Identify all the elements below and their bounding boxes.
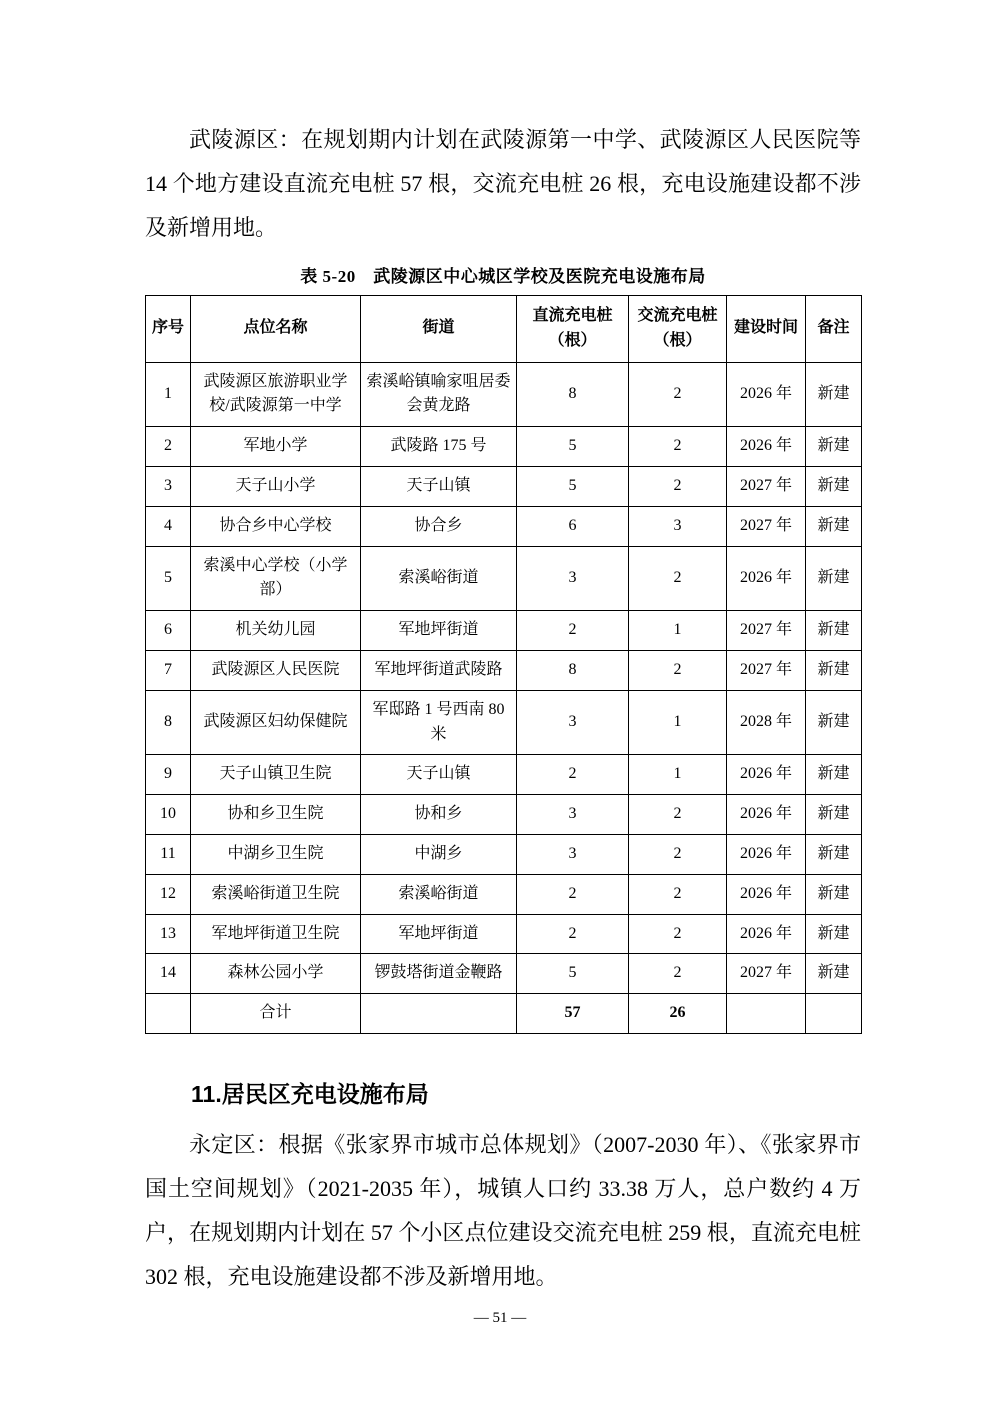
table-cell: 8 (146, 690, 191, 755)
table-cell: 索溪峪镇喻家咀居委会黄龙路 (361, 362, 517, 427)
table-cell: 5 (517, 427, 629, 467)
table-cell: 合计 (191, 994, 361, 1034)
yongding-paragraph: 永定区：根据《张家界市城市总体规划》（2007-2030 年）、《张家界市国土空间规划》（2021-2035 年），城镇人口约 33.38 万人，总户数约 4 万户，在规划期内计划在 57 个小区点位建设交流充电桩 259 根，直流充电桩 302 根，充电设施建设都不涉及新增用地。 (145, 1131, 861, 1289)
table-cell: 1 (629, 755, 727, 795)
table-cell: 索溪峪街道 (361, 874, 517, 914)
page-content (145, 118, 861, 1299)
section-heading: 11.居民区充电设施布局 (191, 1080, 429, 1107)
table-cell: 6 (146, 611, 191, 651)
charging-facilities-table (145, 295, 862, 1034)
table-cell: 8 (517, 362, 629, 427)
table-cell: 锣鼓塔街道金鞭路 (361, 954, 517, 994)
table-cell: 5 (146, 546, 191, 611)
table-cell: 2 (629, 546, 727, 611)
table-cell: 协和乡卫生院 (191, 795, 361, 835)
table-cell: 新建 (806, 755, 862, 795)
table-cell: 9 (146, 755, 191, 795)
table-cell: 中湖乡卫生院 (191, 834, 361, 874)
table-cell: 2026 年 (727, 546, 806, 611)
table-cell: 2026 年 (727, 362, 806, 427)
table-cell: 军地坪街道武陵路 (361, 650, 517, 690)
table-row (146, 611, 862, 651)
table-cell (806, 994, 862, 1034)
column-header: 建设时间 (727, 296, 806, 363)
column-header: 序号 (146, 296, 191, 363)
table-cell: 军地小学 (191, 427, 361, 467)
table-cell: 2027 年 (727, 466, 806, 506)
table-row (146, 506, 862, 546)
column-header: 点位名称 (191, 296, 361, 363)
table-cell: 新建 (806, 795, 862, 835)
table-cell: 军地坪街道卫生院 (191, 914, 361, 954)
table-cell: 新建 (806, 546, 862, 611)
table-cell: 武陵源区妇幼保健院 (191, 690, 361, 755)
table-cell: 57 (517, 994, 629, 1034)
table-cell: 4 (146, 506, 191, 546)
table-cell: 协合乡中心学校 (191, 506, 361, 546)
table-cell: 10 (146, 795, 191, 835)
table-cell: 2027 年 (727, 611, 806, 651)
table-cell (361, 994, 517, 1034)
table-cell: 中湖乡 (361, 834, 517, 874)
table-cell: 军邸路 1 号西南 80 米 (361, 690, 517, 755)
table-cell: 2027 年 (727, 650, 806, 690)
table-row (146, 362, 862, 427)
table-total-row (146, 994, 862, 1034)
table-cell: 7 (146, 650, 191, 690)
table-cell: 2 (517, 914, 629, 954)
table-cell: 天子山镇卫生院 (191, 755, 361, 795)
table-cell: 天子山小学 (191, 466, 361, 506)
table-cell: 26 (629, 994, 727, 1034)
table-row (146, 834, 862, 874)
table-cell: 14 (146, 954, 191, 994)
table-cell: 2026 年 (727, 427, 806, 467)
table-cell: 2 (517, 611, 629, 651)
table-cell: 森林公园小学 (191, 954, 361, 994)
table-cell: 11 (146, 834, 191, 874)
table-cell: 武陵源区人民医院 (191, 650, 361, 690)
table-cell: 新建 (806, 874, 862, 914)
table-cell: 天子山镇 (361, 755, 517, 795)
table-cell: 2026 年 (727, 795, 806, 835)
intro-paragraph: 武陵源区：在规划期内计划在武陵源第一中学、武陵源区人民医院等 14 个地方建设直流充电桩 57 根，交流充电桩 26 根，充电设施建设都不涉及新增用地。 (145, 127, 861, 240)
table-cell: 军地坪街道 (361, 611, 517, 651)
table-cell: 索溪中心学校（小学部） (191, 546, 361, 611)
table-cell: 1 (629, 611, 727, 651)
table-cell: 机关幼儿园 (191, 611, 361, 651)
table-cell: 索溪峪街道卫生院 (191, 874, 361, 914)
column-header: 街道 (361, 296, 517, 363)
table-cell: 3 (146, 466, 191, 506)
table-cell: 新建 (806, 362, 862, 427)
table-cell: 2 (629, 874, 727, 914)
table-header-row (146, 296, 862, 363)
table-cell: 2 (146, 427, 191, 467)
table-cell (727, 994, 806, 1034)
table-cell: 武陵路 175 号 (361, 427, 517, 467)
table-cell: 2026 年 (727, 834, 806, 874)
table-cell: 2 (629, 362, 727, 427)
table-cell: 8 (517, 650, 629, 690)
table-cell: 索溪峪街道 (361, 546, 517, 611)
table-cell: 5 (517, 954, 629, 994)
table-cell: 2026 年 (727, 874, 806, 914)
table-cell: 新建 (806, 650, 862, 690)
table-row (146, 650, 862, 690)
table-cell: 新建 (806, 914, 862, 954)
table-cell (146, 994, 191, 1034)
table-row (146, 755, 862, 795)
table-cell: 2026 年 (727, 914, 806, 954)
table-cell: 2 (517, 755, 629, 795)
table-cell: 新建 (806, 466, 862, 506)
table-row (146, 795, 862, 835)
table-cell: 协合乡 (361, 506, 517, 546)
table-cell: 天子山镇 (361, 466, 517, 506)
table-cell: 2027 年 (727, 954, 806, 994)
table-cell: 新建 (806, 954, 862, 994)
table-cell: 3 (517, 546, 629, 611)
table-cell: 1 (629, 690, 727, 755)
table-cell: 军地坪街道 (361, 914, 517, 954)
table-caption: 表 5-20 武陵源区中心城区学校及医院充电设施布局 (300, 267, 706, 286)
table-cell: 5 (517, 466, 629, 506)
table-cell: 2 (629, 650, 727, 690)
table-cell: 3 (629, 506, 727, 546)
table-row (146, 914, 862, 954)
table-cell: 12 (146, 874, 191, 914)
page-number: — 51 — (473, 1310, 527, 1326)
table-cell: 3 (517, 834, 629, 874)
table-cell: 2 (629, 954, 727, 994)
table-cell: 6 (517, 506, 629, 546)
table-cell: 新建 (806, 427, 862, 467)
table-cell: 协和乡 (361, 795, 517, 835)
table-row (146, 954, 862, 994)
table-cell: 新建 (806, 611, 862, 651)
table-cell: 2 (629, 834, 727, 874)
table-cell: 3 (517, 690, 629, 755)
table-row (146, 466, 862, 506)
column-header: 直流充电桩（根） (517, 296, 629, 363)
table-cell: 2 (629, 795, 727, 835)
table-cell: 2 (629, 466, 727, 506)
column-header: 备注 (806, 296, 862, 363)
table-cell: 13 (146, 914, 191, 954)
table-cell: 2026 年 (727, 755, 806, 795)
table-row (146, 546, 862, 611)
table-cell: 新建 (806, 690, 862, 755)
table-cell: 武陵源区旅游职业学校/武陵源第一中学 (191, 362, 361, 427)
table-cell: 新建 (806, 506, 862, 546)
column-header: 交流充电桩（根） (629, 296, 727, 363)
table-cell: 2028 年 (727, 690, 806, 755)
table-row (146, 427, 862, 467)
table-cell: 2 (629, 914, 727, 954)
table-cell: 1 (146, 362, 191, 427)
table-cell: 2 (629, 427, 727, 467)
table-row (146, 690, 862, 755)
table-cell: 2 (517, 874, 629, 914)
table-body (146, 362, 862, 1033)
table-cell: 新建 (806, 834, 862, 874)
table-row (146, 874, 862, 914)
table-cell: 2027 年 (727, 506, 806, 546)
table-cell: 3 (517, 795, 629, 835)
